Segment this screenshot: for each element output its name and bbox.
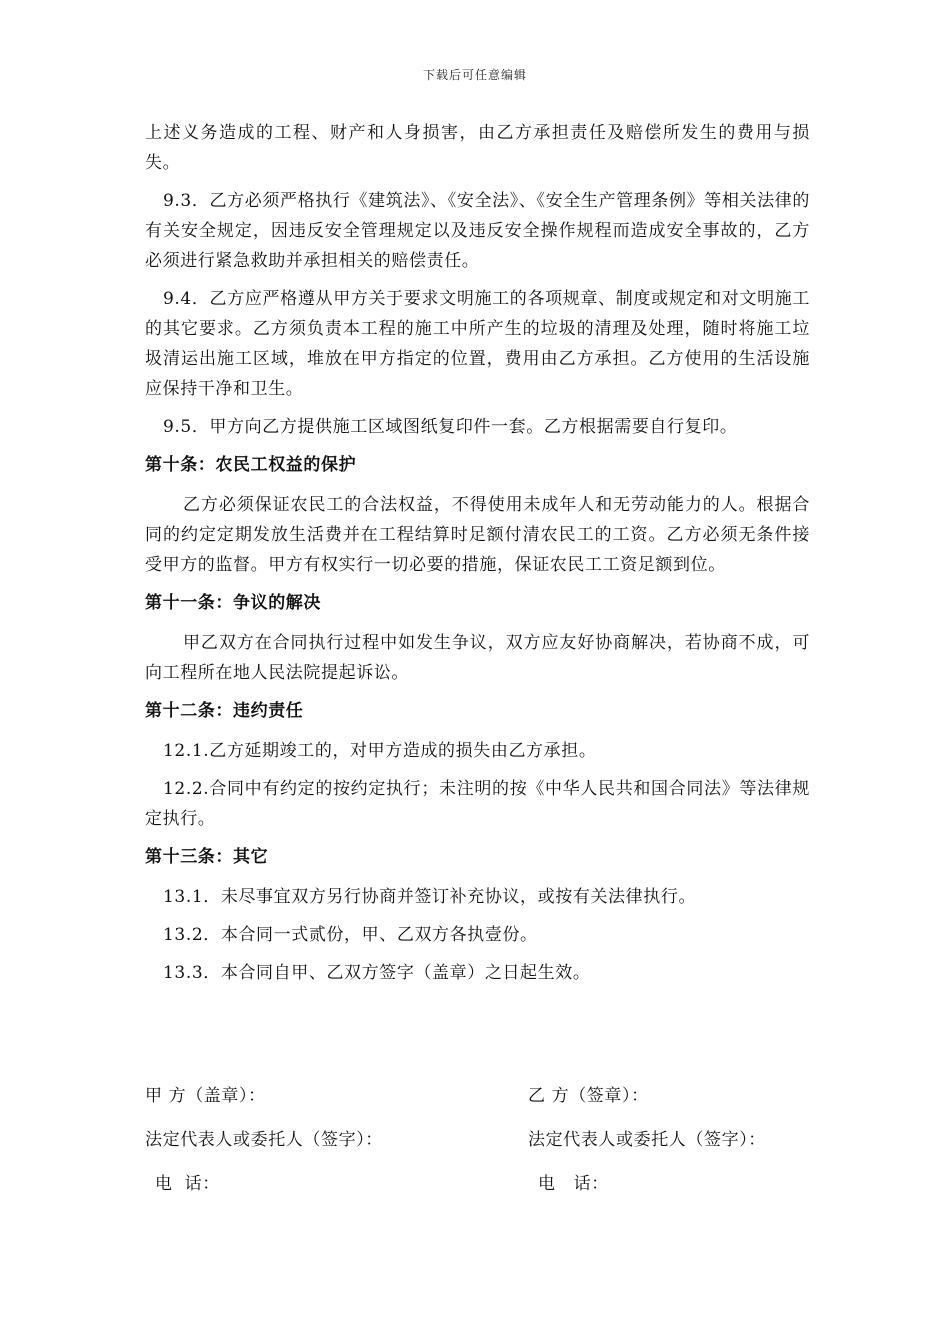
article-11-text: 甲乙双方在合同执行过程中如发生争议，双方应友好协商解决，若协商不成，可向工程所在地人民法院提起诉讼。 xyxy=(145,633,810,683)
article-10-text: 乙方必须保证农民工的合法权益，不得使用未成年人和无劳动能力的人。根据合同的约定定期发放生活费并在工程结算时足额付清农民工的工资。乙方必须无条件接受甲方的监督。甲方有权实行一切必要的措施，保证农民工工资足额到位。 xyxy=(145,495,810,575)
article-10-heading: 第十条：农民工权益的保护 xyxy=(145,455,357,475)
clause-13-3: 13.3．本合同自甲、乙双方签字（盖章）之日起生效。 xyxy=(163,963,591,983)
clause-13-2: 13.2．本合同一式贰份，甲、乙双方各执壹份。 xyxy=(163,925,538,945)
party-a-seal-label: 甲 方（盖章）： xyxy=(145,1086,266,1106)
clause-12-2: 12.2.合同中有约定的按约定执行；未注明的按《中华人民共和国合同法》等法律规定执行。 xyxy=(145,779,810,829)
page-header-watermark: 下载后可任意编辑 xyxy=(422,68,527,82)
article-12-heading: 第十二条：违约责任 xyxy=(145,701,304,721)
clause-9-3: 9.3．乙方必须严格执行《建筑法》、《安全法》、《安全生产管理条例》等相关法律的有关安全规定，因违反安全管理规定以及违反安全操作规程而造成安全事故的，乙方必须进行紧急救助并承担相关的赔偿责任。 xyxy=(145,191,810,271)
party-b-seal-label: 乙 方（签章）： xyxy=(528,1086,649,1106)
clause-9-4: 9.4．乙方应严格遵从甲方关于要求文明施工的各项规章、制度或规定和对文明施工的其它要求。乙方须负责本工程的施工中所产生的垃圾的清理及处理，随时将施工垃圾清运出施工区域，堆放在甲方指定的位置，费用由乙方承担。乙方使用的生活设施应保持干净和卫生。 xyxy=(145,289,810,399)
contract-body xyxy=(145,118,810,996)
party-b-representative-label: 法定代表人或委托人（签字）： xyxy=(528,1130,766,1150)
clause-13-1: 13.1．未尽事宜双方另行协商并签订补充协议，或按有关法律执行。 xyxy=(163,887,697,907)
party-a-representative-label: 法定代表人或委托人（签字）： xyxy=(145,1130,383,1150)
paragraph-intro: 上述义务造成的工程、财产和人身损害，由乙方承担责任及赔偿所发生的费用与损失。 xyxy=(145,123,810,173)
article-11-heading: 第十一条：争议的解决 xyxy=(145,593,321,613)
clause-12-1: 12.1.乙方延期竣工的，对甲方造成的损失由乙方承担。 xyxy=(163,741,597,761)
clause-9-5: 9.5．甲方向乙方提供施工区域图纸复印件一套。乙方根据需要自行复印。 xyxy=(163,417,738,437)
article-13-heading: 第十三条：其它 xyxy=(145,847,269,867)
party-a-phone-label: 电 话： xyxy=(155,1174,220,1194)
party-b-phone-label: 电 话： xyxy=(538,1174,609,1194)
